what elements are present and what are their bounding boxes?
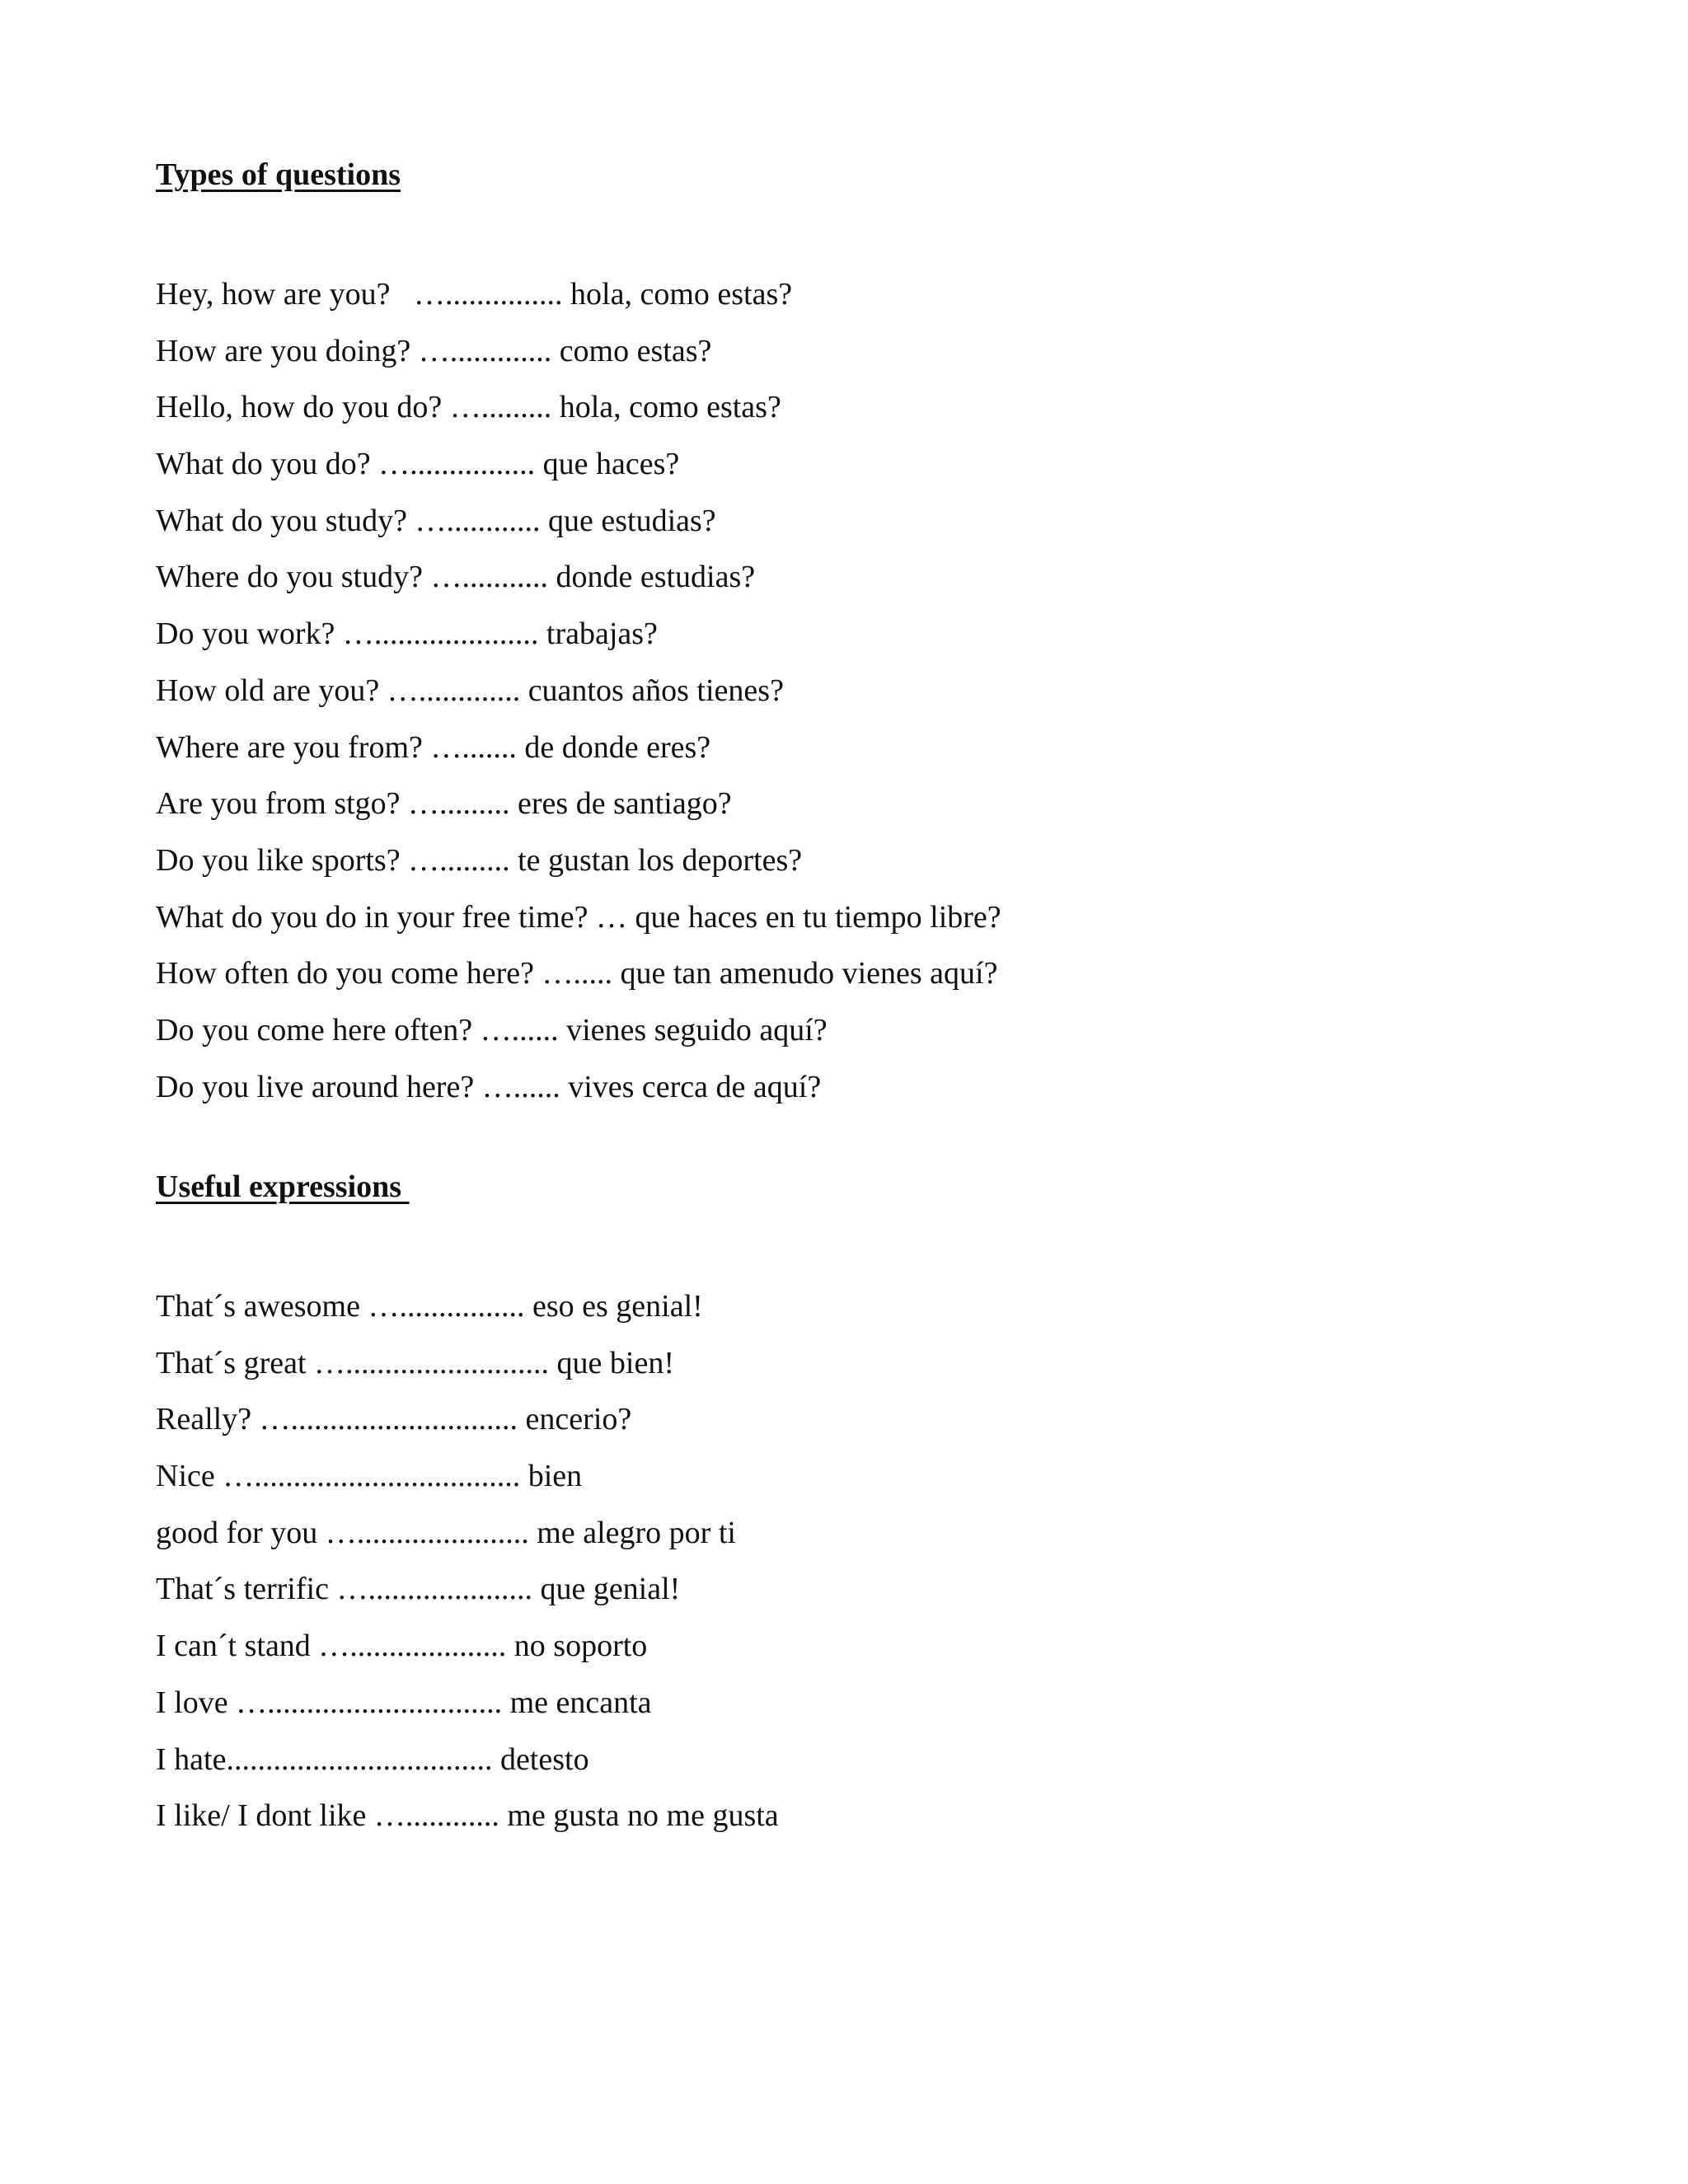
- question-line: What do you study? …............ que estudias?: [156, 503, 716, 538]
- question-line: Do you work? …..................... trabajas?: [156, 616, 658, 652]
- question-line: How are you doing? …............. como estas?: [156, 333, 712, 368]
- expression-line: I hate.................................. detesto: [156, 1741, 589, 1777]
- question-line: What do you do in your free time? … que haces en tu tiempo libre?: [156, 899, 1001, 935]
- question-line: Do you live around here? …...... vives cerca de aquí?: [156, 1069, 822, 1104]
- question-line: How often do you come here? …..... que tan amenudo vienes aquí?: [156, 956, 998, 991]
- question-line: Where do you study? …........... donde estudias?: [156, 560, 756, 595]
- expression-line: Nice ….................................. bien: [156, 1459, 583, 1494]
- expression-line: good for you …...................... me alegro por ti: [156, 1515, 736, 1550]
- question-line: Where are you from? …....... de donde eres?: [156, 729, 711, 765]
- question-line: Hey, how are you? …............... hola, como estas?: [156, 277, 793, 312]
- useful-expressions-section: [156, 1165, 1557, 1844]
- question-line: How old are you? …............. cuantos años tienes?: [156, 673, 784, 708]
- expression-line: Really? …............................. encerio?: [156, 1402, 632, 1437]
- section-title-types-of-questions: Types of questions: [156, 157, 401, 192]
- question-list: [156, 266, 1557, 1115]
- section-title-useful-expressions: Useful expressions: [156, 1169, 410, 1204]
- expression-line: That´s awesome …................ eso es genial!: [156, 1289, 703, 1324]
- expression-line: That´s great ….......................... que bien!: [156, 1345, 674, 1380]
- expression-line: That´s terrific …..................... que genial!: [156, 1572, 681, 1607]
- expression-line: I like/ I dont like …............ me gusta no me gusta: [156, 1798, 779, 1834]
- question-line: Do you come here often? …...... vienes seguido aquí?: [156, 1012, 828, 1047]
- question-line: Are you from stgo? …......... eres de santiago?: [156, 786, 732, 822]
- question-line: Do you like sports? …......... te gustan los deportes?: [156, 842, 803, 878]
- expression-line: I love ….............................. me encanta: [156, 1685, 652, 1720]
- question-line: Hello, how do you do? …......... hola, como estas?: [156, 390, 781, 425]
- expression-list: [156, 1278, 1557, 1844]
- question-line: What do you do? …................ que haces?: [156, 447, 680, 482]
- expression-line: I can´t stand ….................... no soporto: [156, 1629, 648, 1664]
- types-of-questions-section: [156, 153, 1557, 1115]
